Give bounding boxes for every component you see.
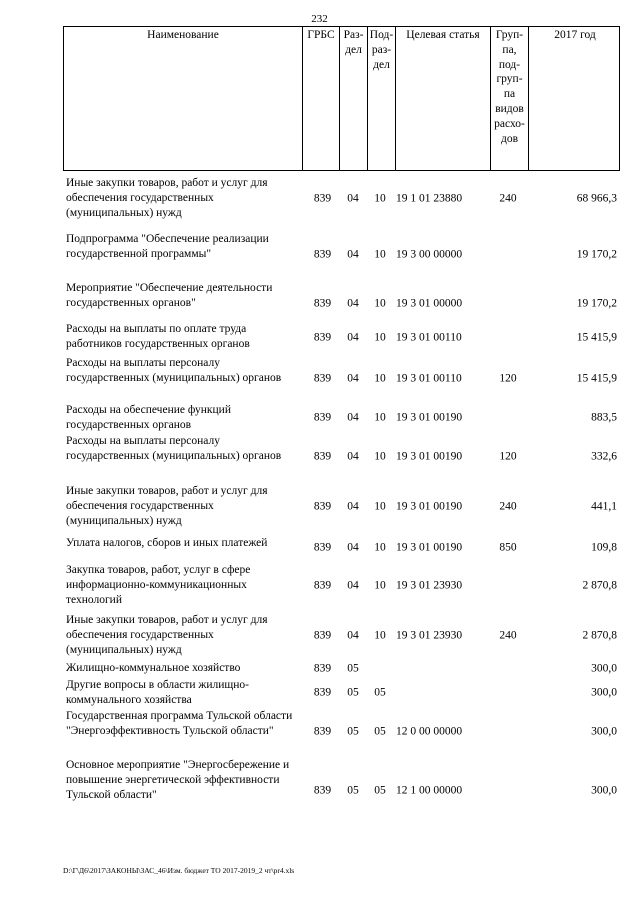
row-razdel: 05 xyxy=(347,662,359,675)
row-target-article: 19 3 01 00190 xyxy=(396,411,463,424)
row-grbs: 839 xyxy=(313,784,332,797)
table-row xyxy=(63,232,620,278)
row-name: Жилищно-коммунальное хозяйство xyxy=(66,662,241,674)
table-row xyxy=(63,281,620,327)
row-razdel: 04 xyxy=(347,248,359,261)
row-name: Расходы на выплаты персоналу государственных (муниципальных) органов xyxy=(66,435,282,462)
row-expense-group: 240 xyxy=(499,500,517,513)
row-name: Подпрограмма "Обеспечение реализации государственной программы" xyxy=(66,233,269,260)
row-amount: 441,1 xyxy=(591,500,617,513)
row-razdel: 04 xyxy=(347,192,359,205)
row-target-article: 19 3 01 00190 xyxy=(396,541,463,554)
table-row xyxy=(63,484,620,530)
header-name: Наименование xyxy=(64,27,303,170)
row-podrazdel: 10 xyxy=(374,248,386,261)
row-grbs: 839 xyxy=(313,248,332,261)
row-amount: 109,8 xyxy=(591,541,617,554)
row-name: Основное мероприятие "Энергосбережение и повышение энергетической эффективности Тульской области" xyxy=(66,759,290,801)
row-target-article: 19 3 01 00000 xyxy=(396,297,463,310)
row-grbs: 839 xyxy=(313,450,332,463)
row-razdel: 04 xyxy=(347,629,359,642)
row-grbs: 839 xyxy=(313,331,332,344)
header-podrazdel: Под- раз- дел xyxy=(368,27,396,170)
row-name: Расходы на выплаты по оплате труда работников государственных органов xyxy=(66,323,250,350)
row-name: Иные закупки товаров, работ и услуг для обеспечения государственных (муниципальных) нужд xyxy=(66,614,268,656)
header-expense-group: Груп- па, под- груп- па видов расхо- дов xyxy=(491,27,529,170)
row-target-article: 19 3 01 00190 xyxy=(396,450,463,463)
row-grbs: 839 xyxy=(313,629,332,642)
row-razdel: 05 xyxy=(347,725,359,738)
row-amount: 300,0 xyxy=(591,784,617,797)
table-row xyxy=(63,678,620,708)
row-amount: 2 870,8 xyxy=(582,579,617,592)
row-name: Государственная программа Тульской области "Энергоэффективность Тульской области" xyxy=(66,710,293,737)
table-row xyxy=(63,758,620,824)
row-target-article: 19 3 01 23930 xyxy=(396,629,463,642)
row-grbs: 839 xyxy=(313,662,332,675)
page-number: 232 xyxy=(311,13,328,25)
table-row xyxy=(63,356,620,402)
row-podrazdel: 10 xyxy=(374,500,386,513)
row-razdel: 04 xyxy=(347,331,359,344)
row-name: Закупка товаров, работ, услуг в сфере информационно-коммуникационных технологий xyxy=(66,564,251,606)
row-razdel: 04 xyxy=(347,541,359,554)
table-row xyxy=(63,563,620,609)
table-row xyxy=(63,613,620,659)
row-name: Иные закупки товаров, работ и услуг для обеспечения государственных (муниципальных) нужд xyxy=(66,177,268,219)
row-amount: 883,5 xyxy=(591,411,617,424)
row-expense-group: 120 xyxy=(499,372,517,385)
row-podrazdel: 05 xyxy=(374,686,386,699)
row-podrazdel: 05 xyxy=(374,784,386,797)
footer-file-path: D:\Г\Д6\2017\ЗАКОНЫ\ЗАС_46\Изм. бюджет ТО 2017-2019_2 чт\pr4.xls xyxy=(63,866,295,875)
row-razdel: 05 xyxy=(347,784,359,797)
row-podrazdel: 10 xyxy=(374,331,386,344)
table-row xyxy=(63,403,620,432)
table-row xyxy=(63,434,620,480)
row-podrazdel: 10 xyxy=(374,297,386,310)
row-podrazdel: 10 xyxy=(374,372,386,385)
row-name: Мероприятие "Обеспечение деятельности государственных органов" xyxy=(66,282,273,309)
row-amount: 300,0 xyxy=(591,686,617,699)
row-amount: 68 966,3 xyxy=(576,192,617,205)
row-target-article: 12 0 00 00000 xyxy=(396,725,463,738)
row-expense-group: 120 xyxy=(499,450,517,463)
row-amount: 332,6 xyxy=(591,450,617,463)
row-amount: 2 870,8 xyxy=(582,629,617,642)
row-razdel: 04 xyxy=(347,500,359,513)
header-grbs: ГРБС xyxy=(303,27,340,170)
row-grbs: 839 xyxy=(313,192,332,205)
table-header xyxy=(63,26,620,171)
row-grbs: 839 xyxy=(313,579,332,592)
row-podrazdel: 10 xyxy=(374,192,386,205)
row-grbs: 839 xyxy=(313,725,332,738)
row-target-article: 19 3 01 23930 xyxy=(396,579,463,592)
row-target-article: 12 1 00 00000 xyxy=(396,784,463,797)
row-name: Иные закупки товаров, работ и услуг для обеспечения государственных (муниципальных) нужд xyxy=(66,485,268,527)
row-razdel: 04 xyxy=(347,450,359,463)
row-podrazdel: 10 xyxy=(374,541,386,554)
row-target-article: 19 3 01 00190 xyxy=(396,500,463,513)
row-target-article: 19 3 01 00110 xyxy=(396,372,462,385)
header-target-article: Целевая статья xyxy=(396,27,491,170)
row-amount: 19 170,2 xyxy=(576,248,617,261)
row-expense-group: 240 xyxy=(499,629,517,642)
header-year: 2017 год xyxy=(554,29,596,41)
row-grbs: 839 xyxy=(313,500,332,513)
table-row xyxy=(63,709,620,755)
row-target-article: 19 1 01 23880 xyxy=(396,192,463,205)
row-target-article: 19 3 00 00000 xyxy=(396,248,463,261)
row-amount: 15 415,9 xyxy=(576,372,617,385)
row-grbs: 839 xyxy=(313,541,332,554)
row-expense-group: 240 xyxy=(499,192,517,205)
row-grbs: 839 xyxy=(313,686,332,699)
row-name: Расходы на выплаты персоналу государственных (муниципальных) органов xyxy=(66,357,282,384)
row-name: Расходы на обеспечение функций государственных органов xyxy=(66,404,231,431)
row-razdel: 05 xyxy=(347,686,359,699)
table-row xyxy=(63,176,620,222)
row-podrazdel: 10 xyxy=(374,411,386,424)
row-podrazdel: 05 xyxy=(374,725,386,738)
header-razdel: Раз- дел xyxy=(340,27,368,170)
row-name: Уплата налогов, сборов и иных платежей xyxy=(66,537,268,549)
table-row xyxy=(63,536,620,560)
row-razdel: 04 xyxy=(347,411,359,424)
row-amount: 300,0 xyxy=(591,725,617,738)
row-grbs: 839 xyxy=(313,297,332,310)
row-expense-group: 850 xyxy=(499,541,517,554)
row-amount: 300,0 xyxy=(591,662,617,675)
row-amount: 15 415,9 xyxy=(576,331,617,344)
row-grbs: 839 xyxy=(313,411,332,424)
row-razdel: 04 xyxy=(347,297,359,310)
row-target-article: 19 3 01 00110 xyxy=(396,331,462,344)
row-podrazdel: 10 xyxy=(374,629,386,642)
row-amount: 19 170,2 xyxy=(576,297,617,310)
table-row xyxy=(63,322,620,354)
row-name: Другие вопросы в области жилищно-коммунального хозяйства xyxy=(66,679,249,706)
row-razdel: 04 xyxy=(347,579,359,592)
table-row xyxy=(63,661,620,676)
row-grbs: 839 xyxy=(313,372,332,385)
row-podrazdel: 10 xyxy=(374,579,386,592)
row-razdel: 04 xyxy=(347,372,359,385)
row-podrazdel: 10 xyxy=(374,450,386,463)
